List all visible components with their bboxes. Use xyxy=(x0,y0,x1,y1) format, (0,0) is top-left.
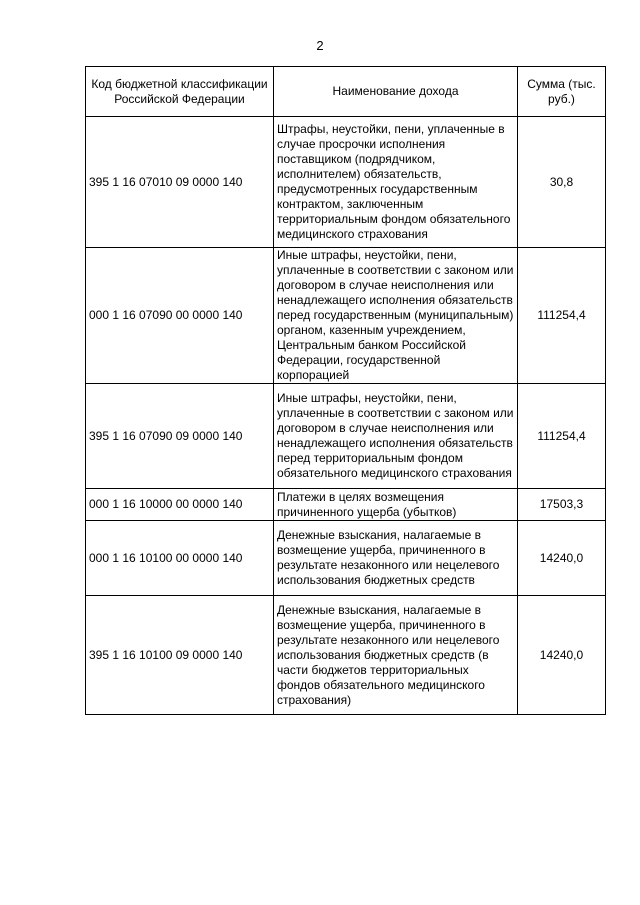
table-row xyxy=(86,596,606,715)
header-sum: Сумма (тыс. руб.) xyxy=(518,67,606,117)
row-sum: 30,8 xyxy=(518,117,606,248)
table-row xyxy=(86,489,606,521)
row-name: Платежи в целях возмещения причиненного ущерба (убытков) xyxy=(274,489,518,521)
row-code: 000 1 16 07090 00 0000 140 xyxy=(86,248,274,384)
row-code: 395 1 16 10100 09 0000 140 xyxy=(86,596,274,715)
row-sum: 14240,0 xyxy=(518,596,606,715)
page-number: 2 xyxy=(316,38,324,53)
row-name: Иные штрафы, неустойки, пени, уплаченные в соответствии с законом или договором в случае неисполнения или ненадлежащего исполнения обязательств перед государственным (муниципальным) органом, казенным учреждением, Центральным банком Российской Федерации, государственной корпорацией xyxy=(274,248,518,384)
row-sum: 17503,3 xyxy=(518,489,606,521)
header-name: Наименование дохода xyxy=(274,67,518,117)
table-row xyxy=(86,384,606,489)
row-sum: 111254,4 xyxy=(518,384,606,489)
budget-revenue-table xyxy=(85,66,606,715)
table-row xyxy=(86,117,606,248)
row-sum: 111254,4 xyxy=(518,248,606,384)
row-code: 395 1 16 07010 09 0000 140 xyxy=(86,117,274,248)
table-row xyxy=(86,521,606,596)
row-code: 395 1 16 07090 09 0000 140 xyxy=(86,384,274,489)
row-name: Штрафы, неустойки, пени, уплаченные в случае просрочки исполнения поставщиком (подрядчиком, исполнителем) обязательств, предусмотренных государственным контрактом, заключенным территориальным фондом обязательного медицинского страхования xyxy=(274,117,518,248)
row-code: 000 1 16 10000 00 0000 140 xyxy=(86,489,274,521)
row-name: Денежные взыскания, налагаемые в возмещение ущерба, причиненного в результате незаконного или нецелевого использования бюджетных средств (в части бюджетов территориальных фондов обязательного медицинского страхования) xyxy=(274,596,518,715)
row-name: Иные штрафы, неустойки, пени, уплаченные в соответствии с законом или договором в случае неисполнения или ненадлежащего исполнения обязательств перед территориальным фондом обязательного медицинского страхования xyxy=(274,384,518,489)
table-header-row xyxy=(86,67,606,117)
table-row xyxy=(86,248,606,384)
header-code: Код бюджетной классификации Российской Федерации xyxy=(86,67,274,117)
row-sum: 14240,0 xyxy=(518,521,606,596)
row-code: 000 1 16 10100 00 0000 140 xyxy=(86,521,274,596)
row-name: Денежные взыскания, налагаемые в возмещение ущерба, причиненного в результате незаконного или нецелевого использования бюджетных средств xyxy=(274,521,518,596)
